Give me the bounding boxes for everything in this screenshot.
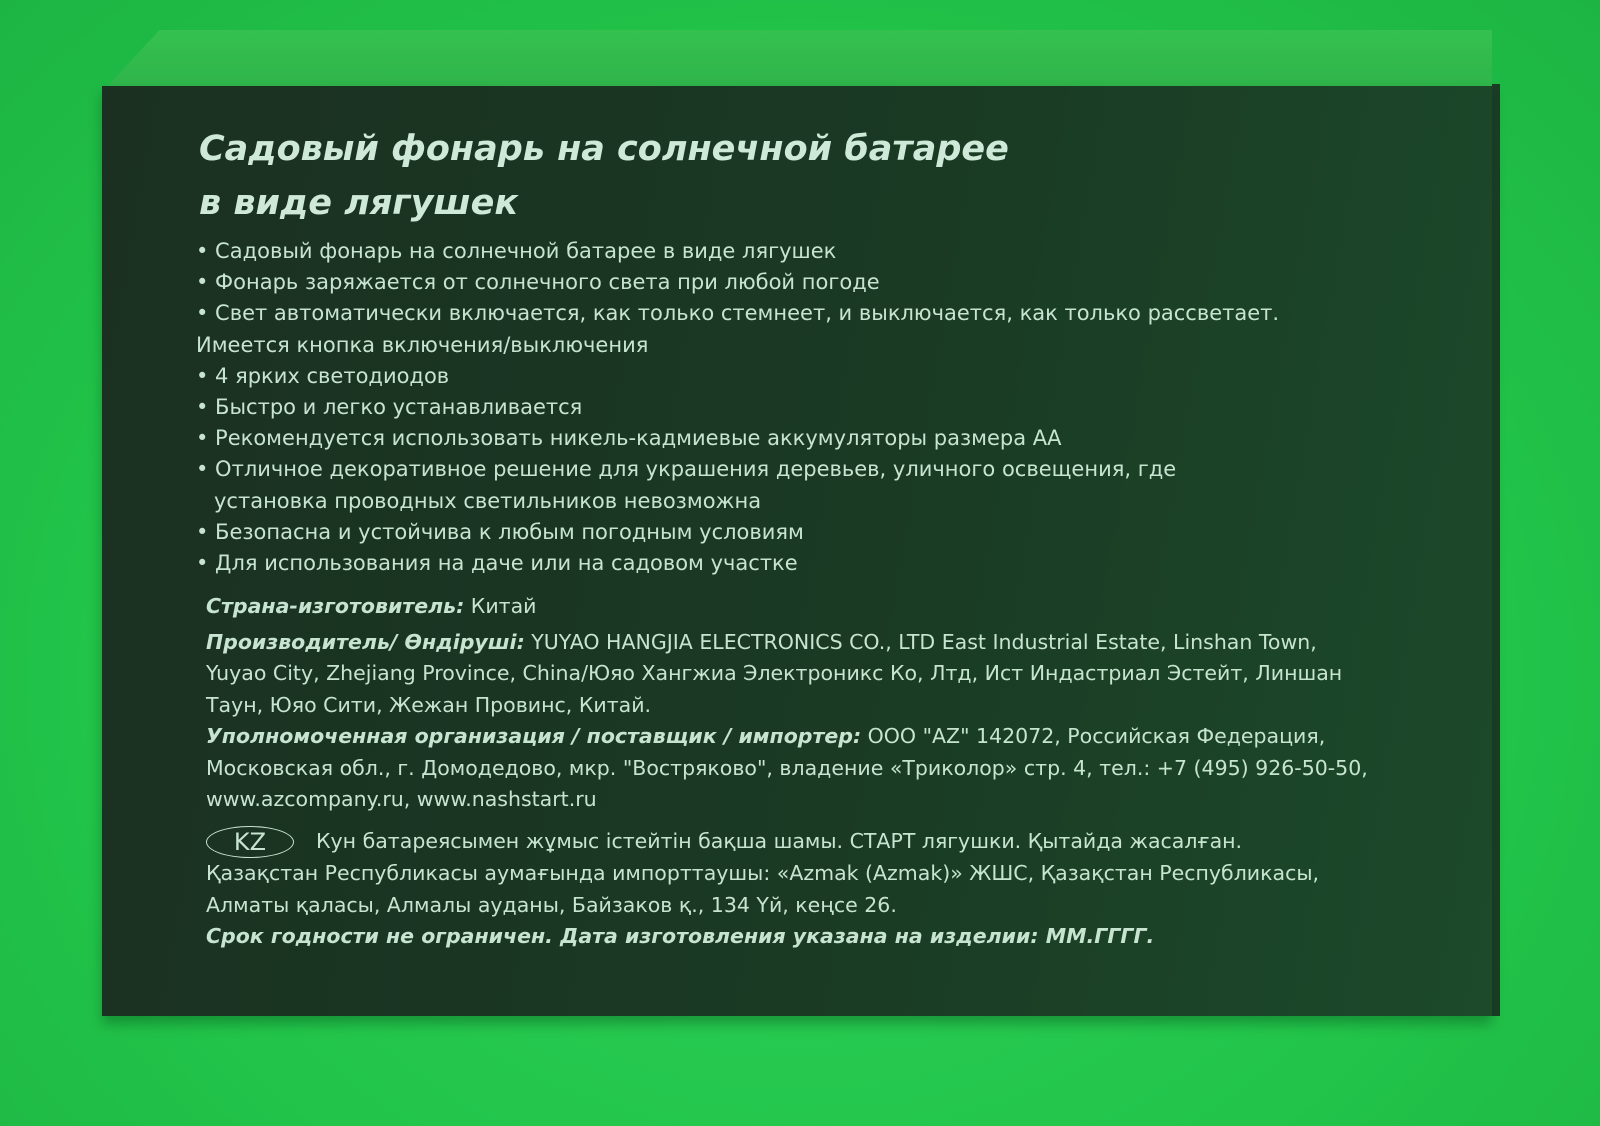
feature-item: установка проводных светильников невозможна — [214, 488, 762, 513]
manufacturer-text: YUYAO HANGJIA ELECTRONICS CO., LTD East Industrial Estate, Linshan Town, — [524, 629, 1317, 654]
manufacturer-text: Yuyao City, Zhejiang Province, China/Юяо Хангжиа Электроникс Ко, Лтд, Ист Индастриал Эстейт, Линшан — [206, 661, 1343, 685]
feature-item: • Рекомендуется использовать никель-кадмиевые аккумуляторы размера АА — [196, 426, 1062, 451]
feature-item: • Свет автоматически включается, как только стемнеет, и выключается, как только рассветает. — [196, 301, 1280, 326]
kz-text: Алматы қаласы, Алмалы ауданы, Байзаков қ., 134 Үй, кеңсе 26. — [206, 892, 897, 917]
feature-item: • Для использования на даче или на садовом участке — [196, 551, 798, 576]
importer-label: Уполномоченная организация / поставщик / импортер: — [206, 724, 862, 748]
box-top-face — [104, 30, 1492, 90]
feature-item: • 4 ярких светодиодов — [196, 363, 450, 388]
kz-badge: KZ — [206, 826, 294, 858]
feature-item: • Садовый фонарь на солнечной батарее в виде лягушек — [196, 239, 837, 263]
country-value: Китай — [464, 594, 537, 618]
country-label: Страна-изготовитель: — [206, 594, 465, 618]
kz-line — [206, 826, 1319, 858]
manufacturer-info — [206, 591, 1368, 816]
feature-item: • Отличное декоративное решение для украшения деревьев, уличного освещения, где — [196, 457, 1177, 482]
product-title — [199, 122, 1009, 230]
feature-item: • Фонарь заряжается от солнечного света при любой погоде — [196, 270, 880, 295]
feature-item: • Безопасна и устойчива к любым погодным условиям — [196, 519, 804, 544]
feature-item: • Быстро и легко устанавливается — [196, 395, 583, 420]
feature-item: Имеется кнопка включения/выключения — [196, 332, 649, 357]
kz-text: Қазақстан Республикасы аумағында импорттаушы: «Azmak (Azmak)» ЖШС, Қазақстан Республикасы, — [206, 861, 1320, 885]
box-back-panel — [102, 86, 1492, 1016]
title-line: в виде лягушек — [199, 183, 519, 223]
expiry-note: Срок годности не ограничен. Дата изготовления указана на изделии: ММ.ГГГГ. — [206, 924, 1155, 948]
importer-text: ООО "AZ" 142072, Российская Федерация, — [861, 724, 1326, 748]
box-side-face — [1492, 84, 1500, 1016]
kazakh-info — [206, 826, 1319, 953]
manufacturer-line — [206, 627, 1368, 659]
importer-line — [206, 721, 1368, 753]
country-line — [206, 591, 1368, 623]
importer-text: Московская обл., г. Домодедово, мкр. "Востряково", владение «Триколор» стр. 4, тел.: +7 (495) 926-50-50, — [206, 755, 1368, 780]
manufacturer-text: Таун, Юяо Сити, Жежан Провинс, Китай. — [206, 692, 652, 717]
importer-text: www.azcompany.ru, www.nashstart.ru — [206, 787, 597, 811]
manufacturer-label: Производитель/ Өндіруші: — [206, 629, 525, 654]
kz-text: Кун батареясымен жұмыс істейтін бақша шамы. СТАРТ лягушки. Қытайда жасалған. — [316, 829, 1243, 853]
feature-list — [196, 236, 1279, 579]
title-line: Садовый фонарь на солнечной батарее — [199, 129, 1009, 169]
